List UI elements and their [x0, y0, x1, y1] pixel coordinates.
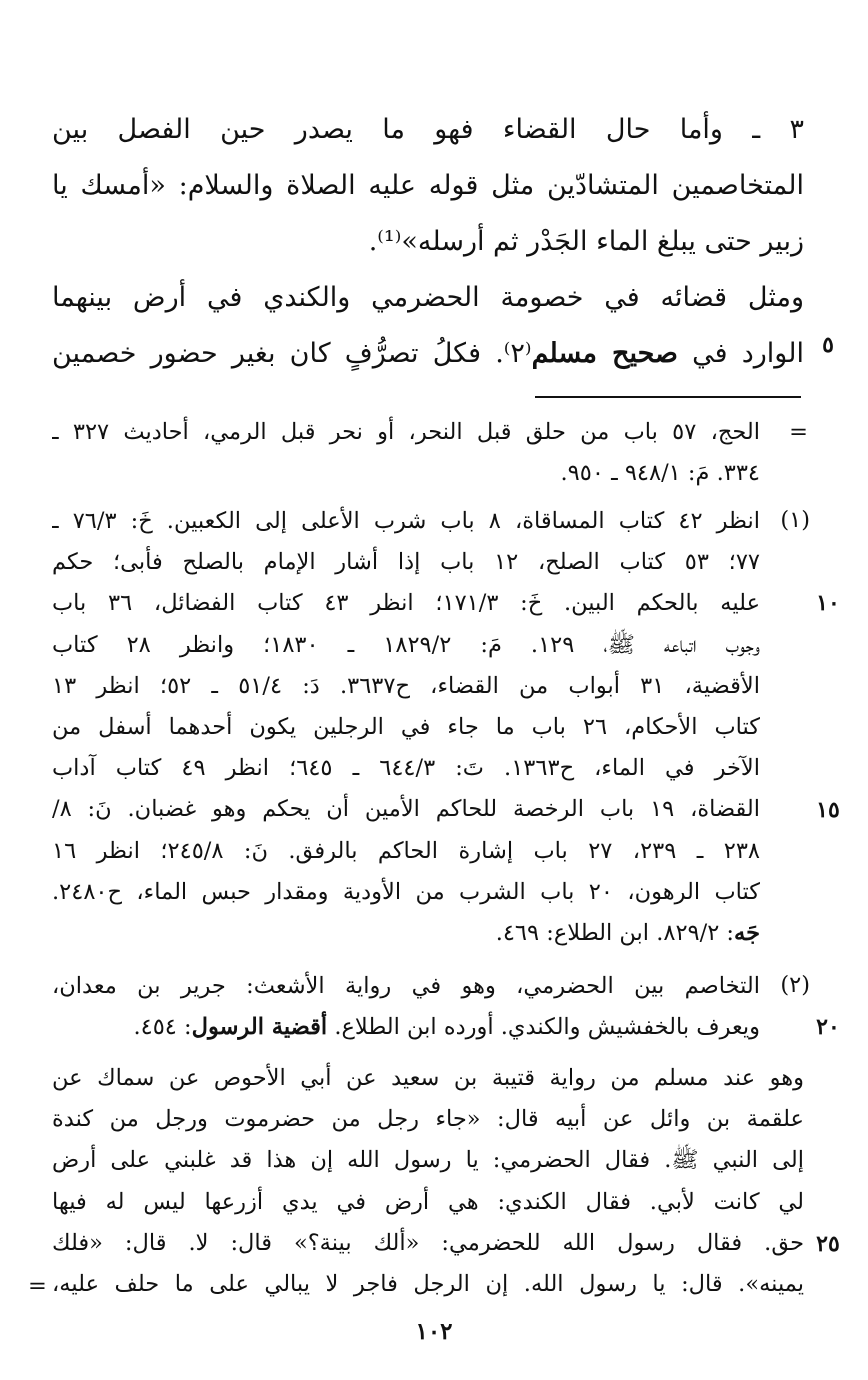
footnote-line: ٢٣٨ ـ ٢٣٩، ٢٧ باب إشارة الحاكم بالرفق. نَ: ٢٤٥/٨؛ انظر ١٦ — [52, 837, 760, 864]
main-text-segment: الوارد في — [677, 338, 804, 369]
main-text-segment: ⁽٢⁾. فكلُ تصرُّفٍ كان بغير حضور خصمين — [52, 338, 532, 369]
source-abbrev-bold: جَه — [734, 919, 760, 946]
main-paragraph-1 — [52, 102, 804, 270]
footnote-line: ٣٣٤. مَ: ٩٤٨/١ ـ ٩٥٠. — [560, 460, 760, 487]
footnote-line: الأقضية، ٣١ أبواب من القضاء، ح٣٦٣٧. دَ: ٥١/٤ ـ ٥٢؛ انظر ١٣ — [52, 672, 760, 699]
footnote-line: الحج، ٥٧ باب من حلق قبل النحر، أو نحر قبل الرمي، أحاديث ٣٢٧ ـ — [52, 419, 760, 445]
footnote-line: القضاة، ١٩ باب الرخصة للحاكم الأمين أن يحكم وهو غضبان. نَ: ٨/ — [52, 796, 760, 823]
main-line: المتخاصمين المتشادّين مثل قوله عليه الصلاة والسلام: «أمسك يا — [52, 170, 804, 201]
footnote-continuation — [52, 412, 760, 494]
footnote-line: حق. فقال رسول الله للحضرمي: «ألك بينة؟» قال: لا. قال: «فلك — [52, 1229, 804, 1256]
page-number: ١٠٢ — [415, 1318, 453, 1345]
book-title-bold: أقضية الرسول — [191, 1014, 328, 1041]
footnote-text-segment: : ٨٢٩/٢. ابن الطلاع: ٤٦٩. — [495, 919, 735, 946]
footnote-line: الآخر في الماء، ح١٣٦٣. تَ: ٦٤٤/٣ ـ ٦٤٥؛ انظر ٤٩ كتاب آداب — [52, 755, 760, 782]
main-line: ومثل قضائه في خصومة الحضرمي والكندي في أرض بينهما — [52, 282, 804, 313]
continuation-marker: = — [789, 419, 808, 445]
footnote-line: وهو عند مسلم من رواية قتيبة بن سعيد عن أبي الأحوص عن سماك عن — [52, 1065, 804, 1091]
footnote-line: علقمة بن وائل عن أبيه قال: «جاء رجل من حضرموت ورجل من كندة — [52, 1106, 804, 1133]
footnote-line: ٧٧؛ ٥٣ كتاب الصلح، ١٢ باب إذا أشار الإمام بالصلح فأبى؛ حكم — [52, 549, 760, 576]
footnote-line: كتاب الأحكام، ٢٦ باب ما جاء في الرجلين يكون أحدهما أسفل من — [52, 713, 760, 740]
footnote-line: إلى النبي ﷺ. فقال الحضرمي: يا رسول الله إن هذا قد غلبني على أرض — [52, 1147, 804, 1174]
footnote-line: انظر ٤٢ كتاب المساقاة، ٨ باب شرب الأعلى إلى الكعبين. خَ: ٧٦/٣ ـ — [52, 508, 760, 534]
footnote-2-continuation — [52, 1058, 804, 1305]
footnote-line: كتاب الرهون، ٢٠ باب الشرب من الأودية ومقدار حبس الماء، ح٢٤٨٠. — [52, 878, 760, 905]
line-number-20: ٢٠ — [816, 1014, 840, 1040]
footnote-text-segment: : ٤٥٤. — [133, 1014, 192, 1041]
footnote-1 — [52, 501, 760, 954]
continues-marker: = — [28, 1273, 47, 1299]
footnote-2 — [52, 966, 760, 1048]
line-number-25: ٢٥ — [816, 1231, 840, 1257]
footnote-separator — [535, 396, 801, 398]
line-number-10: ١٠ — [816, 590, 840, 616]
footnote-line — [52, 1007, 760, 1048]
main-line — [52, 326, 804, 382]
footnote-1-marker: (١) — [780, 507, 810, 533]
footnote-2-marker: (٢) — [780, 972, 810, 998]
main-line: ٣ ـ وأما حال القضاء فهو ما يصدر حين الفصل بين — [52, 114, 804, 145]
line-number-15: ١٥ — [816, 797, 840, 823]
footnote-line: التخاصم بين الحضرمي، وهو في رواية الأشعث: جرير بن معدان، — [52, 973, 760, 999]
main-paragraph-2 — [52, 270, 804, 382]
footnote-line: عليه بالحكم البين. خَ: ١٧١/٣؛ انظر ٤٣ كتاب الفضائل، ٣٦ باب — [52, 590, 760, 617]
footnote-text-segment: ويعرف بالخفشيش والكندي. أورده ابن الطلاع. — [327, 1014, 760, 1041]
main-line: زبير حتى يبلغ الماء الجَدْر ثم أرسله»⁽¹⁾. — [368, 226, 804, 257]
book-title-bold: صحيح مسلم — [531, 338, 678, 369]
footnote-line — [52, 913, 760, 954]
line-number-5: ٥ — [822, 332, 834, 358]
footnote-line: لي كانت لأبي. فقال الكندي: هي أرض في يدي أزرعها ليس له فيها — [52, 1188, 804, 1215]
footnote-line: يمينه». قال: يا رسول الله. إن الرجل فاجر لا يبالي على ما حلف عليه، — [52, 1270, 804, 1297]
footnote-line: وجوب اتباعه ﷺ، ١٢٩. مَ: ١٨٢٩/٢ ـ ١٨٣٠؛ وانظر ٢٨ كتاب — [52, 631, 760, 658]
